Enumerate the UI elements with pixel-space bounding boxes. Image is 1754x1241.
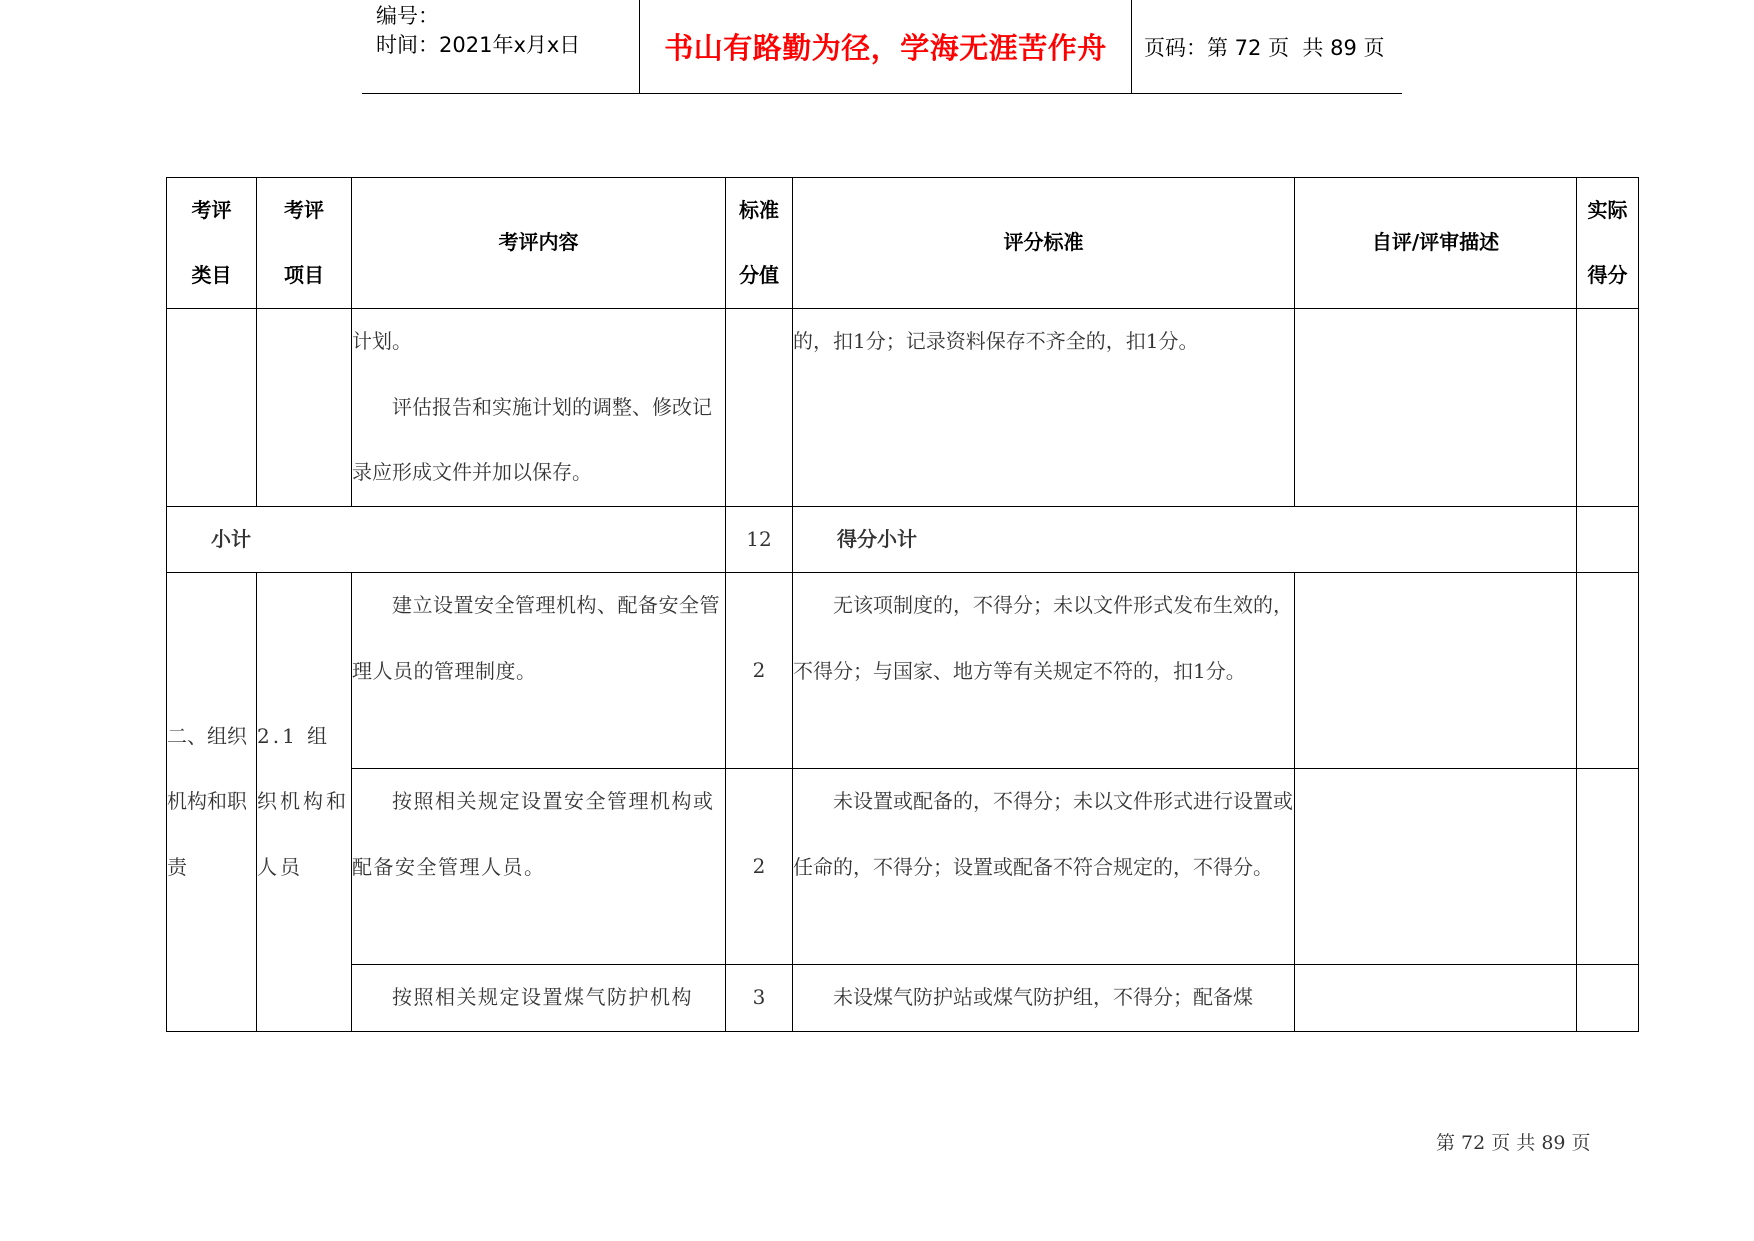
standard-cell: 的，扣1分；记录资料保存不齐全的，扣1分。 <box>793 309 1295 507</box>
header-category: 考评 类目 <box>167 178 257 309</box>
value-cell: 2 <box>726 573 793 769</box>
value-cell <box>726 309 793 507</box>
header-motto: 书山有路勤为径，学海无涯苦作舟 <box>640 0 1132 93</box>
table-header-row <box>167 178 1639 309</box>
standard-cell: 未设置或配备的，不得分；未以文件形式进行设置或任命的，不得分；设置或配备不符合规定的，不得分。 <box>793 769 1295 965</box>
value-cell: 2 <box>726 769 793 965</box>
self-eval-cell <box>1295 309 1577 507</box>
header-page-label: 页码：第 72 页 共 89 页 <box>1144 35 1385 60</box>
subtotal-row <box>167 506 1639 573</box>
header-item: 考评 项目 <box>257 178 352 309</box>
header-page-info <box>1132 0 1402 93</box>
self-eval-cell <box>1295 965 1577 1032</box>
subtotal-actual-cell <box>1577 506 1639 573</box>
category-cell <box>167 309 257 507</box>
score-subtotal-label: 得分小计 <box>793 506 1577 573</box>
subtotal-value: 12 <box>726 506 793 573</box>
table-row <box>167 309 1639 507</box>
content-cell: 计划。 评估报告和实施计划的调整、修改记录应形成文件并加以保存。 <box>352 309 726 507</box>
item-cell: 2.1 组织机构和人员 <box>257 573 352 1032</box>
content-cell: 按照相关规定设置煤气防护机构 <box>352 965 726 1032</box>
standard-cell: 未设煤气防护站或煤气防护组，不得分；配备煤 <box>793 965 1295 1032</box>
content-cell: 按照相关规定设置安全管理机构或配备安全管理人员。 <box>352 769 726 965</box>
header-score-value: 标准 分值 <box>726 178 793 309</box>
self-eval-cell <box>1295 573 1577 769</box>
actual-score-cell <box>1577 965 1639 1032</box>
content-cell: 建立设置安全管理机构、配备安全管理人员的管理制度。 <box>352 573 726 769</box>
category-cell: 二、组织机构和职责 <box>167 573 257 1032</box>
header-self-eval: 自评/评审描述 <box>1295 178 1577 309</box>
table-row <box>167 573 1639 769</box>
actual-score-cell <box>1577 309 1639 507</box>
page-header <box>362 0 1402 94</box>
value-cell: 3 <box>726 965 793 1032</box>
table-row <box>167 769 1639 965</box>
serial-label: 编号： <box>376 4 439 28</box>
subtotal-label: 小计 <box>167 506 726 573</box>
self-eval-cell <box>1295 769 1577 965</box>
header-content: 考评内容 <box>352 178 726 309</box>
actual-score-cell <box>1577 573 1639 769</box>
header-standard: 评分标准 <box>793 178 1295 309</box>
page-footer: 第 72 页 共 89 页 <box>1436 1132 1591 1154</box>
date-label: 时间：2021年x月x日 <box>376 33 581 57</box>
item-cell <box>257 309 352 507</box>
table-row <box>167 965 1639 1032</box>
standard-cell: 无该项制度的，不得分；未以文件形式发布生效的，不得分；与国家、地方等有关规定不符的，扣1分。 <box>793 573 1295 769</box>
actual-score-cell <box>1577 769 1639 965</box>
header-actual: 实际 得分 <box>1577 178 1639 309</box>
header-meta <box>362 0 640 93</box>
evaluation-table <box>166 177 1639 1032</box>
